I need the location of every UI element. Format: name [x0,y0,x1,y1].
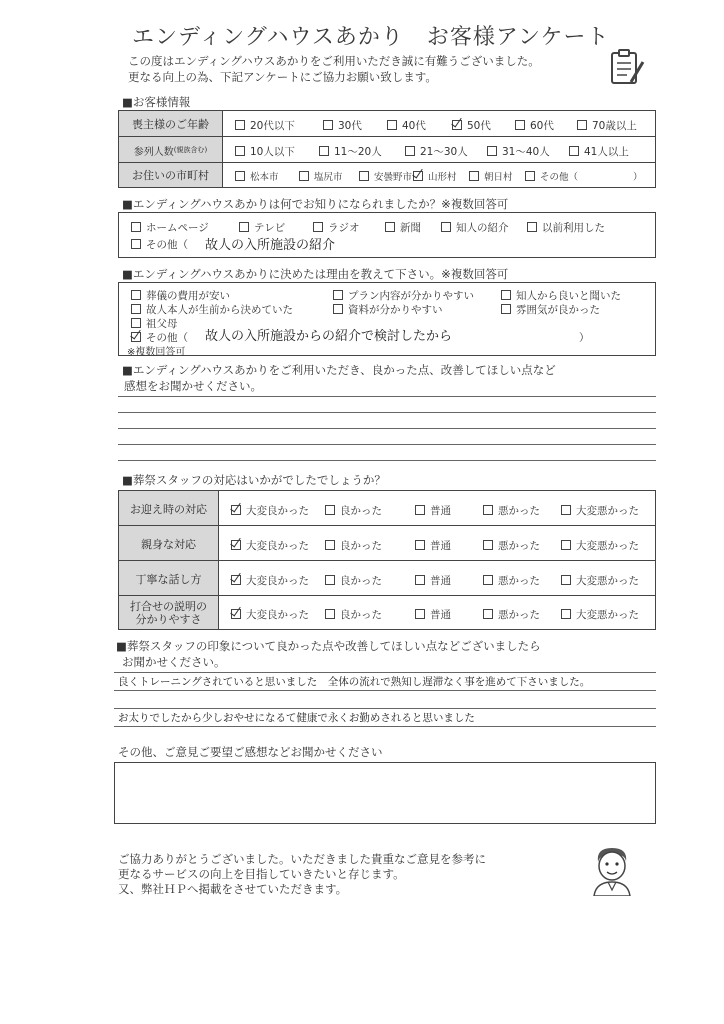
checkbox[interactable] [323,120,333,130]
rating-explanation-good[interactable]: 良かった [325,607,382,622]
checkbox-checked[interactable] [413,171,423,181]
reason-plan[interactable]: プラン内容が分かりやすい [333,288,474,303]
rating-explanation-normal[interactable]: 普通 [415,607,451,622]
closing-line-3: 又、弊社ＨＰへ掲載をさせていただきます。 [118,882,348,896]
age-70plus-option[interactable]: 70歳以上 [577,118,637,133]
checkbox[interactable] [469,171,479,181]
checkbox[interactable] [313,222,323,232]
checkbox[interactable] [501,290,511,300]
reason-atmosphere[interactable]: 雰囲気が良かった [501,302,600,317]
how-known-heading: ■エンディングハウスあかりは何でお知りになられましたか？※複数回答可 [122,197,509,211]
checkbox[interactable] [359,171,369,181]
rating-speech-good[interactable]: 良かった [325,573,382,588]
rating-greeting-very-bad[interactable]: 大変悪かった [561,503,639,518]
customer-info-heading: ■お客様情報 [122,95,191,109]
rating-row-label-speech: 丁寧な話し方 [119,561,219,596]
checkbox[interactable] [235,146,245,156]
feedback-heading-line-2: 感想をお聞かせください。 [124,379,262,393]
customer-info-table [118,110,656,188]
checkbox[interactable] [483,575,493,585]
rating-explanation-very-bad[interactable]: 大変悪かった [561,607,639,622]
checkbox[interactable] [483,505,493,515]
checkbox[interactable] [483,540,493,550]
checkbox[interactable] [441,222,451,232]
reason-materials[interactable]: 資料が分かりやすい [333,302,443,317]
age-50s-option[interactable]: 50代 [452,118,491,133]
staff-rating-heading: ■葬祭スタッフの対応はいかがでしたでしょうか？ [122,473,386,487]
checkbox[interactable] [501,304,511,314]
how-known-homepage[interactable]: ホームページ [131,220,209,235]
checkbox[interactable] [415,505,425,515]
rating-greeting-normal[interactable]: 普通 [415,503,451,518]
rating-speech-very-bad[interactable]: 大変悪かった [561,573,639,588]
checkbox[interactable] [131,290,141,300]
rating-empathy-normal[interactable]: 普通 [415,538,451,553]
checkbox[interactable] [333,290,343,300]
attendees-11-20-option[interactable]: 11～20人 [319,144,382,159]
attendees-label: 参列人数 (親族含む) [119,137,223,163]
rating-row-label-empathy: 親身な対応 [119,526,219,561]
checkbox[interactable] [319,146,329,156]
checkbox[interactable] [325,505,335,515]
checkbox-checked[interactable] [452,120,462,130]
clipboard-pencil-icon [607,48,647,88]
staff-impression-heading-line-2: お聞かせください。 [122,655,226,669]
city-matsumoto-option[interactable]: 松本市 [235,169,279,183]
checkbox[interactable] [487,146,497,156]
city-yamagata-option[interactable]: 山形村 [413,169,457,183]
age-40s-option[interactable]: 40代 [387,118,426,133]
checkbox[interactable] [235,120,245,130]
checkbox[interactable] [299,171,309,181]
feedback-answer-area[interactable] [118,396,656,462]
how-known-other[interactable]: その他（ [131,237,188,252]
checkbox[interactable] [325,540,335,550]
intro-text [128,53,540,85]
staff-rating-table [118,490,656,630]
reason-deceased-decided[interactable]: 故人本人が生前から決めていた [131,302,293,317]
checkbox[interactable] [415,609,425,619]
checkbox[interactable] [569,146,579,156]
checkbox-checked[interactable] [131,332,141,342]
intro-line-2: 更なる向上の為、下記アンケートにご協力お願い致します。 [128,70,437,84]
attendees-21-30-option[interactable]: 21～30人 [405,144,468,159]
checkbox[interactable] [415,575,425,585]
how-known-tv[interactable]: テレビ [239,220,285,235]
rating-explanation-very-good[interactable]: 大変良かった [231,607,309,622]
checkbox-checked[interactable] [231,540,241,550]
other-comments-heading: その他、ご意見ご要望ご感想などお聞かせください [118,745,383,759]
rating-empathy-good[interactable]: 良かった [325,538,382,553]
checkbox[interactable] [235,171,245,181]
how-known-radio[interactable]: ラジオ [313,220,360,235]
rating-row-label-explanation: 打合せの説明の 分かりやすさ [119,596,219,629]
closing-message [118,852,486,897]
checkbox[interactable] [515,120,525,130]
feedback-heading [122,362,556,394]
city-shiojiri-option[interactable]: 塩尻市 [299,169,343,183]
closing-line-2: 更なるサービスの向上を目指していきたいと存じます。 [118,867,405,881]
checkbox[interactable] [387,120,397,130]
staff-impression-heading [116,638,541,670]
how-known-previous[interactable]: 以前利用した [527,220,605,235]
checkbox[interactable] [131,222,141,232]
reason-box [118,282,656,356]
checkbox[interactable] [131,239,141,249]
staff-impression-heading-line-1: ■葬祭スタッフの印象について良かった点や改善してほしい点などございましたら [116,639,541,653]
checkbox-checked[interactable] [231,505,241,515]
checkbox[interactable] [131,304,141,314]
city-other-option[interactable]: その他（ [525,169,578,183]
closing-line-1: ご協力ありがとうございました。いただきました貴重なご意見を参考に [118,852,486,866]
age-30s-option[interactable]: 30代 [323,118,362,133]
other-comments-box[interactable] [114,762,656,824]
rating-empathy-very-good[interactable]: 大変良かった [231,538,309,553]
city-azumino-option[interactable]: 安曇野市 [359,169,412,183]
checkbox[interactable] [483,609,493,619]
attendees-41plus-option[interactable]: 41人以上 [569,144,629,159]
rating-speech-normal[interactable]: 普通 [415,573,451,588]
checkbox[interactable] [561,540,571,550]
how-known-box [118,212,656,258]
rating-row-label-greeting: お迎え時の対応 [119,491,219,526]
reason-other-close: ） [579,332,590,344]
age-20s-option[interactable]: 20代以下 [235,118,295,133]
rating-speech-bad[interactable]: 悪かった [483,573,540,588]
staff-impression-handwritten-1: 良くトレーニングされていると思いました 全体の流れで熟知し遅滞なく事を進めて下さいました。 [118,676,591,688]
attendees-31-40-option[interactable]: 31～40人 [487,144,550,159]
rating-greeting-very-good[interactable]: 大変良かった [231,503,309,518]
intro-line-1: この度はエンディングハウスあかりをご利用いただき誠に有難うございました。 [128,54,540,68]
attendees-10-option[interactable]: 10人以下 [235,144,295,159]
reason-friend[interactable]: 知人から良いと聞いた [501,288,621,303]
city-other-close: ） [633,172,643,183]
survey-title: エンディングハウスあかり お客様アンケート [132,25,610,50]
city-asahi-option[interactable]: 朝日村 [469,169,513,183]
how-known-newspaper[interactable]: 新聞 [385,220,421,235]
feedback-heading-line-1: ■エンディングハウスあかりをご利用いただき、良かった点、改善してほしい点など [122,363,556,377]
checkbox[interactable] [561,609,571,619]
checkbox[interactable] [527,222,537,232]
city-label: お住いの市町村 [119,163,223,187]
age-label: 喪主様のご年齢 [119,111,223,137]
checkbox[interactable] [561,505,571,515]
checkbox[interactable] [577,120,587,130]
rating-greeting-good[interactable]: 良かった [325,503,382,518]
rating-speech-very-good[interactable]: 大変良かった [231,573,309,588]
checkbox[interactable] [385,222,395,232]
rating-greeting-bad[interactable]: 悪かった [483,503,540,518]
staff-illustration-icon [588,844,636,896]
age-60s-option[interactable]: 60代 [515,118,554,133]
checkbox[interactable] [525,171,535,181]
reason-heading: ■エンディングハウスあかりに決めたは理由を教えて下さい。※複数回答可 [122,267,509,281]
staff-impression-handwritten-2: お太りでしたから少しおやせになるて健康で永くお勤めされると思いました [118,712,475,724]
reason-grandparents[interactable]: 祖父母 [131,316,178,331]
checkbox-checked[interactable] [231,575,241,585]
checkbox-checked[interactable] [231,609,241,619]
reason-note: ※複数回答可 [127,347,186,358]
checkbox[interactable] [325,609,335,619]
rating-empathy-bad[interactable]: 悪かった [483,538,540,553]
rating-empathy-very-bad[interactable]: 大変悪かった [561,538,639,553]
reason-other-handwritten: 故人の入所施設からの紹介で検討したから [205,329,453,344]
rating-explanation-bad[interactable]: 悪かった [483,607,540,622]
reason-other[interactable]: その他（ [131,330,188,345]
checkbox[interactable] [405,146,415,156]
checkbox[interactable] [239,222,249,232]
how-known-other-handwritten: 故人の入所施設の紹介 [205,238,336,253]
checkbox[interactable] [561,575,571,585]
how-known-referral[interactable]: 知人の紹介 [441,220,509,235]
reason-cost[interactable]: 葬儀の費用が安い [131,288,230,303]
checkbox[interactable] [325,575,335,585]
staff-impression-answer-area[interactable] [114,672,656,742]
checkbox[interactable] [333,304,343,314]
checkbox[interactable] [415,540,425,550]
